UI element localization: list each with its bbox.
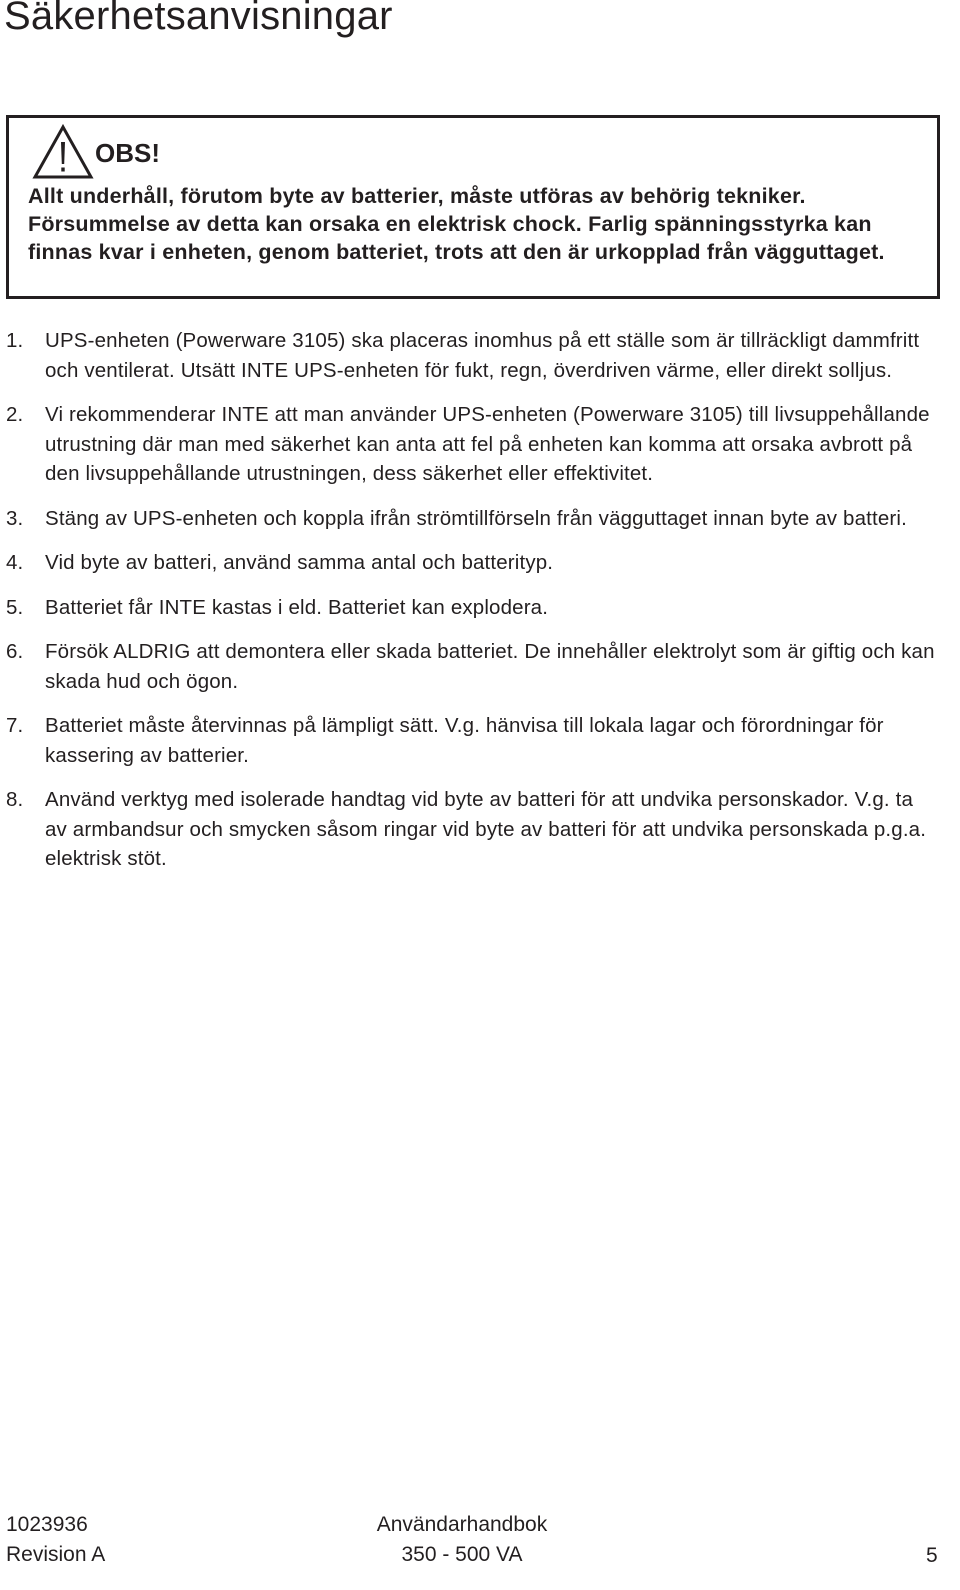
list-item [0,400,940,489]
list-item [0,785,940,874]
item-text: UPS-enheten (Powerware 3105) ska placeras inomhus på ett ställe som är tillräckligt dammfritt och ventilerat. Utsätt INTE UPS-enheten för fukt, regn, överdriven värme, eller direkt solljus. [45,329,920,382]
page-number: 5 [926,1544,938,1567]
warning-heading: OBS! [95,138,160,168]
item-number: 8. [6,788,24,811]
item-number: 5. [6,595,24,619]
item-number: 3. [6,506,24,530]
warning-text: Allt underhåll, förutom byte av batterier, måste utföras av behörig tekniker. Försummelse av detta kan orsaka en elektrisk chock. Farlig spänningsstyrka kan finnas kvar i enheten, genom batteriet, trots att den är urkopplad från vägguttaget. [28,184,885,264]
item-number: 1. [6,329,24,352]
list-item [0,326,940,385]
warning-box [6,115,940,299]
item-number: 2. [6,403,24,426]
manual-name: Användarhandbok [376,1513,548,1536]
footer-doc-info [6,1510,105,1570]
list-item [0,711,940,770]
item-text: Batteriet får INTE kastas i eld. Batteriet kan explodera. [45,595,549,619]
page-title: Säkerhetsanvisningar [4,0,393,38]
item-text: Stäng av UPS-enheten och koppla ifrån strömtillförseln från vägguttaget innan byte av batteri. [45,506,907,530]
list-item [0,548,940,578]
footer-manual-info [362,1510,562,1570]
document-number: 1023936 [6,1513,88,1536]
item-text: Försök ALDRIG att demontera eller skada batteriet. De innehåller elektrolyt som är giftig och kan skada hud och ögon. [45,640,935,693]
item-number: 4. [6,551,24,574]
revision: Revision A [6,1543,106,1566]
item-text: Vi rekommenderar INTE att man använder UPS-enheten (Powerware 3105) till livsuppehållande utrustning där man med säkerhet kan anta att fel på enheten kan komma att orsaka avbrott på den livsuppehållande utrustningen, dess säkerhet eller effektivitet. [45,403,930,485]
item-number: 7. [6,714,24,737]
list-item [0,593,940,623]
model-range: 350 - 500 VA [401,1543,523,1566]
list-item [0,637,940,696]
warning-triangle-icon [31,122,95,182]
item-text: Batteriet måste återvinnas på lämpligt sätt. V.g. hänvisa till lokala lagar och förordningar för kassering av batterier. [45,714,884,767]
item-text: Vid byte av batteri, använd samma antal och batterityp. [45,551,554,574]
safety-instructions-list [0,326,940,889]
item-number: 6. [6,640,24,663]
item-text: Använd verktyg med isolerade handtag vid byte av batteri för att undvika personskador. V.g. ta av armbandsur och smycken såsom ringar vid byte av batteri för att undvika personskada p.g.a. elektrisk stöt. [45,788,927,870]
list-item [0,504,940,534]
